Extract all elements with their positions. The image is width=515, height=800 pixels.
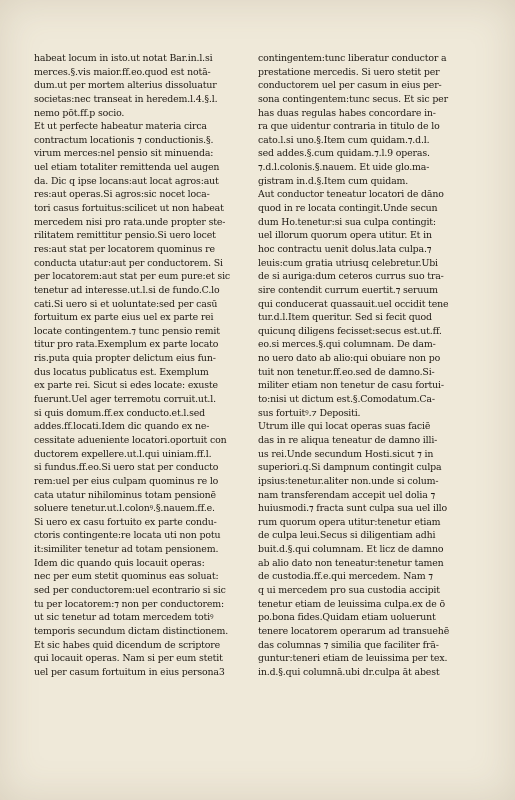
text-line: mercedem nisi pro rata.unde propter ste- — [34, 216, 226, 228]
text-line: ra que uidentur contraria in titulo de lo — [258, 121, 440, 133]
text-line: uel etiam totaliter remittenda uel augen — [34, 162, 220, 174]
text-line: da. Dic q ipse locans:aut locat agros:aut — [34, 175, 219, 187]
text-line: Utrum ille qui locat operas suas faciē — [258, 421, 431, 433]
text-line: merces.§.vis maior.ff.eo.quod est notā- — [34, 66, 211, 78]
text-line: sed addes.§.cum quidam.⁊.l.9 operas. — [258, 148, 430, 160]
text-line: Et ut perfecte habeatur materia circa — [34, 121, 207, 133]
text-line: qui conducerat quassauit.uel occidit tene — [258, 298, 449, 310]
text-line: leuis:cum gratia utriusq celebretur.Ubi — [258, 257, 438, 269]
text-line: habeat locum in isto.ut notat Bar.in.l.si — [34, 53, 213, 64]
text-line: q ui mercedem pro sua custodia accipit — [258, 584, 440, 596]
text-line: nam transferendam accepit uel dolia ⁊ — [258, 489, 436, 501]
text-line: sona contingentem:tunc secus. Et sic per — [258, 93, 448, 105]
text-line: militer etiam non tenetur de casu fortui- — [258, 380, 444, 392]
text-line: uel per casum fortuitum in eius persona3 — [34, 666, 225, 678]
text-line: Idem dic quando quis locauit operas: — [34, 557, 205, 569]
text-line: rilitatem remittitur pensio.Si uero locet — [34, 230, 216, 242]
text-line: rum quorum opera utitur:tenetur etiam — [258, 516, 441, 528]
text-line: tur.d.l.Item queritur. Sed si fecit quod — [258, 312, 432, 324]
text-line: ab alio dato non teneatur:tenetur tamen — [258, 557, 444, 569]
text-line: de custodia.ff.e.qui mercedem. Nam ⁊ — [258, 571, 433, 583]
text-line: ex parte rei. Sicut si edes locate: exuste — [34, 380, 218, 392]
text-line: ctoris contingente:re locata uti non potu — [34, 530, 221, 542]
text-line: no uero dato ab alio:qui obuiare non po — [258, 353, 441, 365]
text-line: huiusmodi.⁊ fracta sunt culpa sua uel illo — [258, 503, 448, 515]
text-line: tuit non tenetur.ff.eo.sed de damno.Si- — [258, 366, 435, 378]
text-line: conducta utatur:aut per conductorem. Si — [34, 257, 223, 269]
text-line: Et sic habes quid dicendum de scriptore — [34, 639, 221, 651]
text-line: ut sic tenetur ad totam mercedem totiꝰ — [34, 612, 214, 624]
text-line: soluere tenetur.ut.l.colonꝰ.§.nauem.ff.e. — [34, 503, 215, 515]
text-line: ris.puta quia propter delictum eius fun- — [34, 353, 216, 365]
text-line: sire contendit currum euertit.⁊ seruum — [258, 284, 438, 296]
text-line: nec per eum stetit quominus eas soluat: — [34, 571, 219, 583]
text-line: titur pro rata.Exemplum ex parte locato — [34, 339, 219, 351]
text-line: Si uero ex casu fortuito ex parte condu- — [34, 516, 217, 528]
text-line: si fundus.ff.eo.Si uero stat per conducto — [34, 462, 219, 474]
text-line: Aut conductor teneatur locatori de dāno — [258, 189, 444, 201]
text-line: po.bona fides.Quidam etiam uoluerunt — [258, 612, 436, 624]
text-line: si quis domum.ff.ex conducto.et.l.sed — [34, 407, 205, 419]
text-line: dum.ut per mortem alterius dissoluatur — [34, 80, 217, 92]
text-line: cessitate adueniente locatori.oportuit con — [34, 434, 227, 446]
text-line: res:aut operas.Si agros:sic nocet loca- — [34, 189, 210, 201]
text-line: conductorem uel per casum in eius per- — [258, 80, 442, 92]
text-line: das in re aliqua teneatur de damno illi- — [258, 434, 438, 446]
text-line: gistram in.d.§.Item cum quidam. — [258, 175, 409, 187]
text-line: quod in re locata contingit.Unde secun — [258, 203, 438, 215]
text-line: fuerunt.Uel ager terremotu corruit.ut.l. — [34, 394, 216, 406]
text-line: us rei.Unde secundum Hosti.sicut ⁊ in — [258, 448, 434, 460]
text-line: de culpa leui.Secus si diligentiam adhi — [258, 530, 436, 542]
text-line: cata utatur nihilominus totam pensionē — [34, 489, 216, 501]
text-line: ⁊.d.l.colonis.§.nauem. Et uide glo.ma- — [258, 162, 430, 174]
text-line: locate contingentem.⁊ tunc pensio remit — [34, 325, 220, 337]
text-line: tu per locatorem:⁊ non per conductorem: — [34, 598, 224, 610]
text-line: sed per conductorem:uel econtrario si sic — [34, 584, 226, 596]
text-line: cato.l.si uno.§.Item cum quidam.⁊.d.l. — [258, 134, 430, 146]
text-column-right — [258, 52, 476, 679]
text-line: quicunq diligens fecisset:secus est.ut.ff. — [258, 325, 442, 337]
text-line: tenetur ad interesse.ut.l.si de fundo.C.lo — [34, 284, 220, 296]
text-column-left — [34, 52, 246, 679]
text-line: tenetur etiam de leuissima culpa.ex de ō — [258, 598, 445, 610]
text-line: per locatorem:aut stat per eum pure:et sic — [34, 271, 231, 283]
text-line: addes.ff.locati.Idem dic quando ex ne- — [34, 421, 210, 433]
text-line: buit.d.§.qui columnam. Et licz de damno — [258, 544, 444, 556]
text-line: cati.Si uero si et uoluntate:sed per casū — [34, 298, 218, 310]
text-line: sus fortuitꝰ.⁊ Depositi. — [258, 407, 361, 419]
text-line: contractum locationis ⁊ conductionis.§. — [34, 134, 214, 146]
text-line: tenere locatorem operarum ad transuehē — [258, 625, 450, 637]
text-line: de si auriga:dum ceteros currus suo tra- — [258, 271, 444, 283]
text-line: prestatione mercedis. Si uero stetit per — [258, 66, 440, 78]
text-line: has duas regulas habes concordare in- — [258, 107, 436, 119]
text-line: dum Ho.tenetur:si sua culpa contingit: — [258, 216, 436, 228]
text-line: uel illorum quorum opera utitur. Et in — [258, 230, 432, 242]
text-line: qui locauit operas. Nam si per eum stetit — [34, 653, 223, 665]
text-line: temporis secundum dictam distinctionem. — [34, 625, 229, 637]
text-line: superiori.q.Si dampnum contingit culpa — [258, 462, 442, 474]
text-line: tori casus fortuitus:scilicet ut non habeat — [34, 203, 224, 215]
text-line: rem:uel per eius culpam quominus re lo — [34, 475, 219, 487]
text-line: fortuitum ex parte eius uel ex parte rei — [34, 312, 214, 324]
text-line: das columnas ⁊ similia que faciliter frā- — [258, 639, 439, 651]
text-line: ductorem expellere.ut.l.qui uiniam.ff.l. — [34, 448, 212, 460]
text-line: contingentem:tunc liberatur conductor a — [258, 53, 447, 64]
text-line: in.d.§.qui columnā.ubi dr.culpa āt abest — [258, 666, 440, 678]
text-line: to:nisi ut dictum est.§.Comodatum.Ca- — [258, 394, 435, 406]
text-line: societas:nec transeat in heredem.l.4.§.l. — [34, 93, 218, 105]
text-line: ipsius:tenetur.aliter non.unde si colum- — [258, 475, 439, 487]
text-line: guntur:teneri etiam de leuissima per tex. — [258, 653, 448, 665]
text-line: dus locatus publicatus est. Exemplum — [34, 366, 209, 378]
text-line: hoc contractu uenit dolus.lata culpa.⁊ — [258, 243, 432, 255]
text-line: res:aut stat per locatorem quominus re — [34, 243, 215, 255]
text-line: nemo pōt.ff.p socio. — [34, 107, 125, 119]
text-line: eo.si merces.§.qui columnam. De dam- — [258, 339, 436, 351]
text-line: it:similiter tenetur ad totam pensionem. — [34, 544, 219, 556]
text-line: virum merces:nel pensio sit minuenda: — [34, 148, 214, 160]
